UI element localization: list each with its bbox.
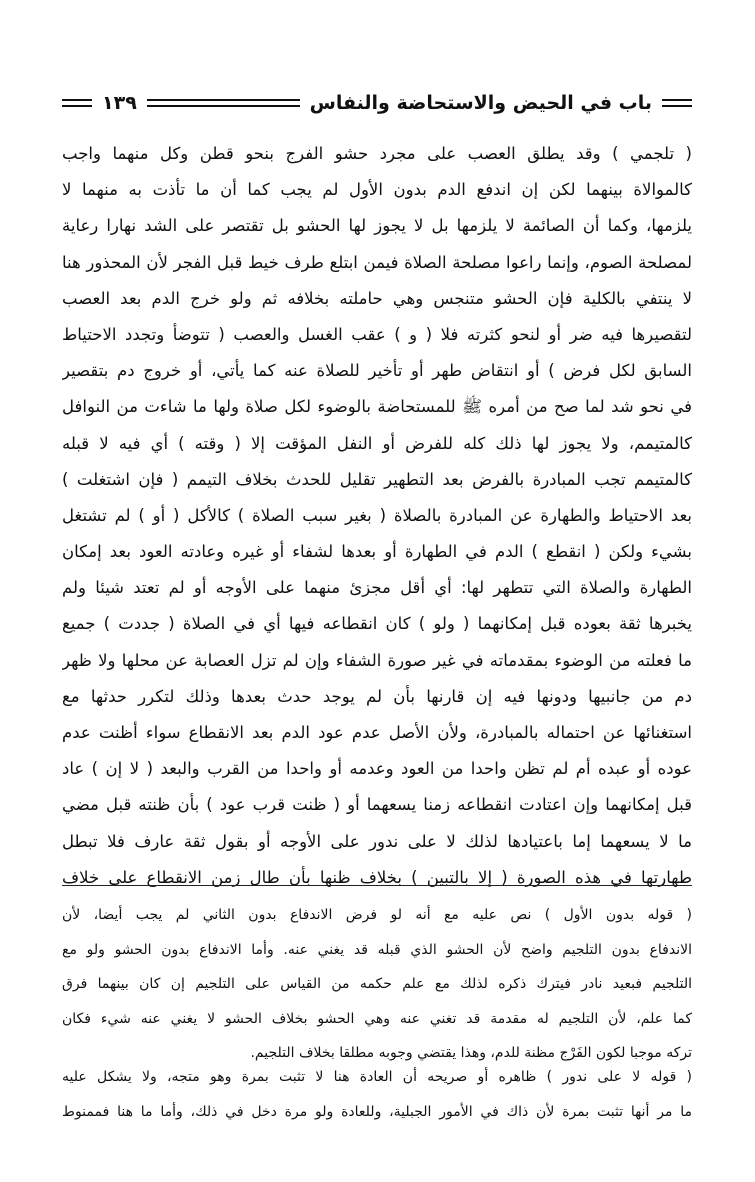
page-number: ١٣٩ xyxy=(102,92,137,114)
header-rule-middle xyxy=(147,99,300,107)
footnote-line: ( قوله بدون الأول ) نص عليه مع أنه لو فرض الاندفاع بدون الثاني لم يجب أيضا، لأن xyxy=(62,907,692,923)
text-line: ما فعلته من الوضوء بمقدماته في غير صورة الشفاء وإن لم تزل العصابة عن محلها ولا ظهر xyxy=(62,650,692,670)
main-text xyxy=(62,136,692,896)
footnote-2 xyxy=(62,1060,692,1129)
chapter-title: باب في الحيض والاستحاضة والنفاس xyxy=(309,92,652,114)
footnote-line: ( قوله لا على ندور ) ظاهره أو صريحه أن العادة هنا لا تثبت بمرة وهو متجه، ولا يشكل عليه xyxy=(62,1069,692,1085)
text-line: ما لا يسعهما إما باعتيادها لذلك لا على ندور على الأوجه أو بقول ثقة عارف فلا تبطل xyxy=(62,831,692,851)
footnote-line: تركه موجبا لكون الفَرْج مظنة للدم، وهذا يقتضي وجوبه مطلقا بخلاف التلجيم. xyxy=(250,1045,692,1061)
header-rule-right xyxy=(662,99,692,107)
text-line: يلزمها، وكما أن الصائمة لا يلزمها بل لا يجوز لها الحشو بل تقتصر على الشد نهارا رعاية xyxy=(62,216,692,236)
text-line: لا ينتفي بالكلية فإن الحشو متنجس وهي حاملته بخلافه ثم ولو خرج الدم بعد العصب xyxy=(62,288,692,308)
text-line: السابق لكل فرض ) أو انتقاض طهر أو تأخير للصلاة عنه كما يأتي، أو خروج دم بتقصير xyxy=(62,361,692,381)
footnote-line: التلجيم فبعيد نادر فيترك ذكره لذلك مع علم حكمه من القياس على التلجيم إن كان بينهما فرق xyxy=(62,976,692,992)
text-line: بشيء ولكن ( انقطع ) الدم في الطهارة أو بعدها لشفاء أو غيره وعادته العود بعد إمكان xyxy=(62,542,692,562)
footnote-line: ما مر أنها تثبت بمرة لأن ذاك في الأمور الجبلية، وللعادة ولو مرة دخل في ذلك، وأما ما هنا فممنوط xyxy=(62,1103,692,1120)
text-line: لمصلحة الصوم، وإنما راعوا مصلحة الصلاة فيمن ابتلع طرف خيط قبل الفجر لأن المحذور هنا xyxy=(62,252,692,272)
text-line: ( تلجمي ) وقد يطلق العصب على مجرد حشو الفرج بنحو قطن وكل منهما واجب xyxy=(62,144,692,163)
text-line: كالمتيمم تجب المبادرة بالفرض بعد التطهير تقليل للحدث بخلاف التيمم ( فإن اشتغلت ) xyxy=(62,469,692,489)
text-line: في نحو شد لما صح من أمره ﷺ للمستحاضة بالوضوء لكل صلاة ولها ما شاءت من النوافل xyxy=(62,397,692,417)
text-line: عوده أو عبده أم لم تظن واحدا من العود وعدمه أو واحدا من القرب والبعد ( لا إن ) عاد xyxy=(62,759,692,779)
text-line: يخبرها ثقة بعوده قبل إمكانهما ( ولو ) كان انقطاعه فيها أي في الصلاة ( جددت ) جميع xyxy=(62,614,692,634)
page-header xyxy=(62,88,692,118)
text-line: الطهارة والصلاة التي تتطهر لها: أي أقل مجزئ منهما على الأوجه أو لم تعتد شيئا ولم xyxy=(62,578,692,598)
header-rule-left xyxy=(62,99,92,107)
text-line: كالموالاة بينهما لكن إن اندفع الدم بدون الأول لم يجب كما أن ما تأذت به منهما لا xyxy=(62,180,692,200)
text-line: لتقصيرها فيه ضر أو لنحو كثرته فلا ( و ) عقب الغسل والعصب ( تتوضأ وتجدد الاحتياط xyxy=(62,324,692,344)
footnote-line: الاندفاع بدون التلجيم واضح لأن الحشو الذي قبله قد يغني عنه. وأما الاندفاع بدون الحشو ولو مع xyxy=(62,941,692,958)
text-line: استغنائها عن احتماله بالمبادرة، ولأن الأصل عدم عود الدم بعد الانقطاع سواء أظنت عدم xyxy=(62,723,692,742)
text-line: طهارتها في هذه الصورة ( إلا بالتبين ) بخلاف ظنها بأن طال زمن الانقطاع على خلاف xyxy=(62,867,692,887)
footnote-line: كما علم، لأن التلجيم له مقدمة قد تغني عنه وهي الحشو بخلاف الحشو لا يغني عنه شيء فكان xyxy=(62,1010,692,1027)
text-line: قبل إمكانهما وإن اعتادت انقطاعه زمنا يسعهما أو ( ظنت قرب عود ) بأن ظنته قبل مضي xyxy=(62,795,692,815)
text-line: دم من جانبيها ودونها فيه إن قارنها بأن لم يوجد حدث بعدها وذلك لتكرر حدثها مع xyxy=(62,686,692,706)
text-line: كالمتيمم، ولا يجوز لها ذلك كله للفرض أو النفل المؤقت إلا ( وقته ) أي فيه لا قبله xyxy=(62,433,692,453)
footnote-1 xyxy=(62,898,692,1071)
footnote-separator xyxy=(62,885,692,886)
text-line: بعد الاحتياط والطهارة عن المبادرة بالصلاة ( بغير سبب الصلاة ) كالأكل ( أو ) لم تشتغل xyxy=(62,505,692,525)
